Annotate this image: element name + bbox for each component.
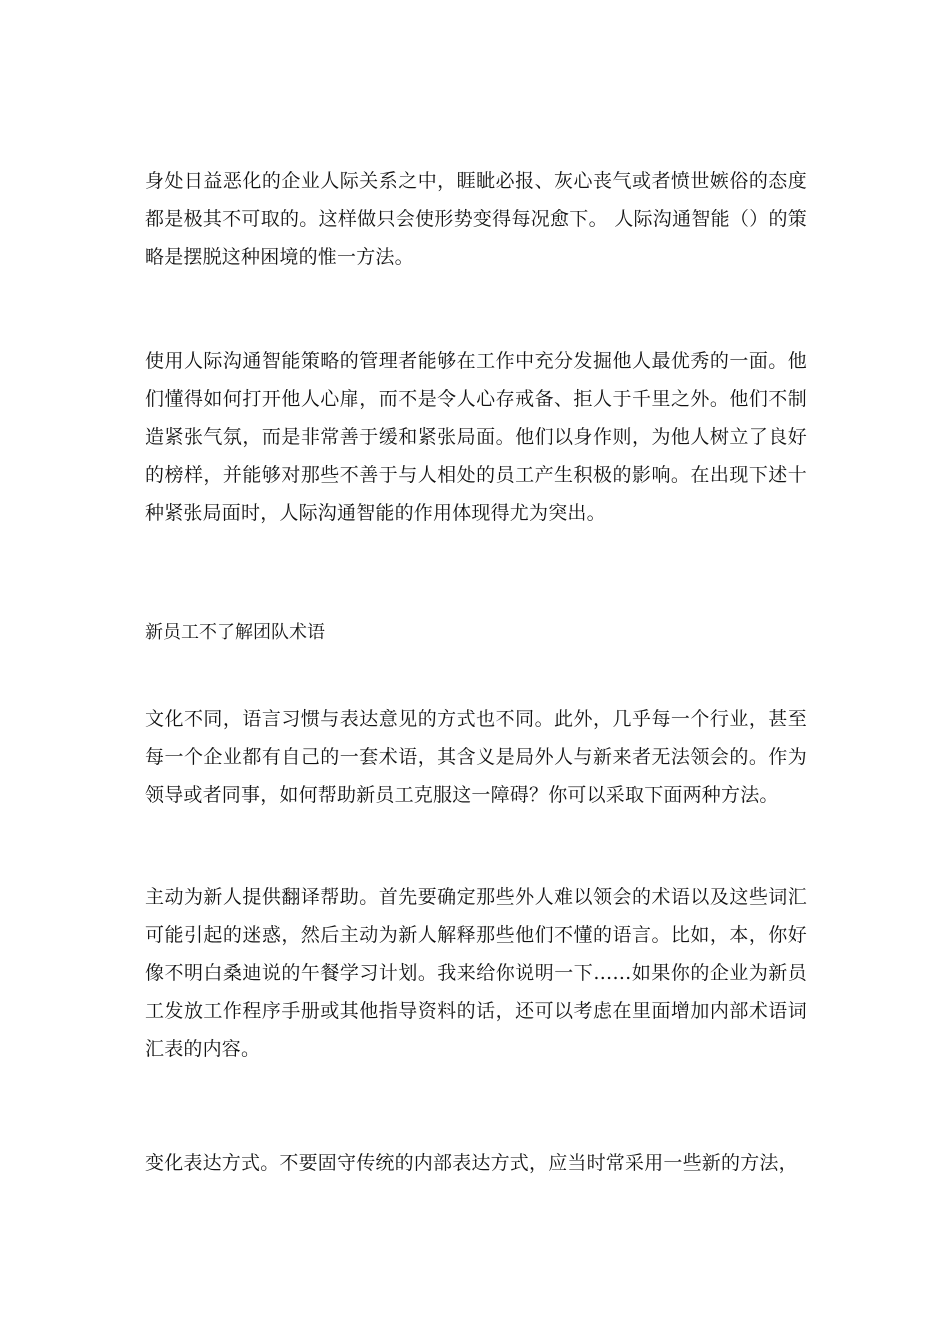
section-heading: 新员工不了解团队术语 [145, 622, 325, 643]
intro-paragraph-1: 身处日益恶化的企业人际关系之中，睚眦必报、灰心丧气或者愤世嫉俗的态度都是极其不可取的。这样做只会使形势变得每况愈下。 人际沟通智能（）的策略是摆脱这种困境的惟一方法。 [145, 170, 807, 268]
section-paragraph-2: 主动为新人提供翻译帮助。首先要确定那些外人难以领会的术语以及这些词汇可能引起的迷惑，然后主动为新人解释那些他们不懂的语言。比如，本，你好像不明白桑迪说的午餐学习计划。我来给你说明一下……如果你的企业为新员工发放工作程序手册或其他指导资料的话，还可以考虑在里面增加内部术语词汇表的内容。 [145, 886, 807, 1060]
intro-paragraph-2: 使用人际沟通智能策略的管理者能够在工作中充分发掘他人最优秀的一面。他们懂得如何打开他人心扉，而不是令人心存戒备、拒人于千里之外。他们不制造紧张气氛，而是非常善于缓和紧张局面。他们以身作则，为他人树立了良好的榜样，并能够对那些不善于与人相处的员工产生积极的影响。在出现下述十种紧张局面时，人际沟通智能的作用体现得尤为突出。 [145, 350, 807, 524]
section-paragraph-3: 变化表达方式。不要固守传统的内部表达方式，应当时常采用一些新的方法， [145, 1152, 798, 1174]
section-paragraph-1: 文化不同，语言习惯与表达意见的方式也不同。此外，几乎每一个行业，甚至每一个企业都有自己的一套术语，其含义是局外人与新来者无法领会的。作为领导或者同事，如何帮助新员工克服这一障碍？你可以采取下面两种方法。 [145, 708, 807, 806]
